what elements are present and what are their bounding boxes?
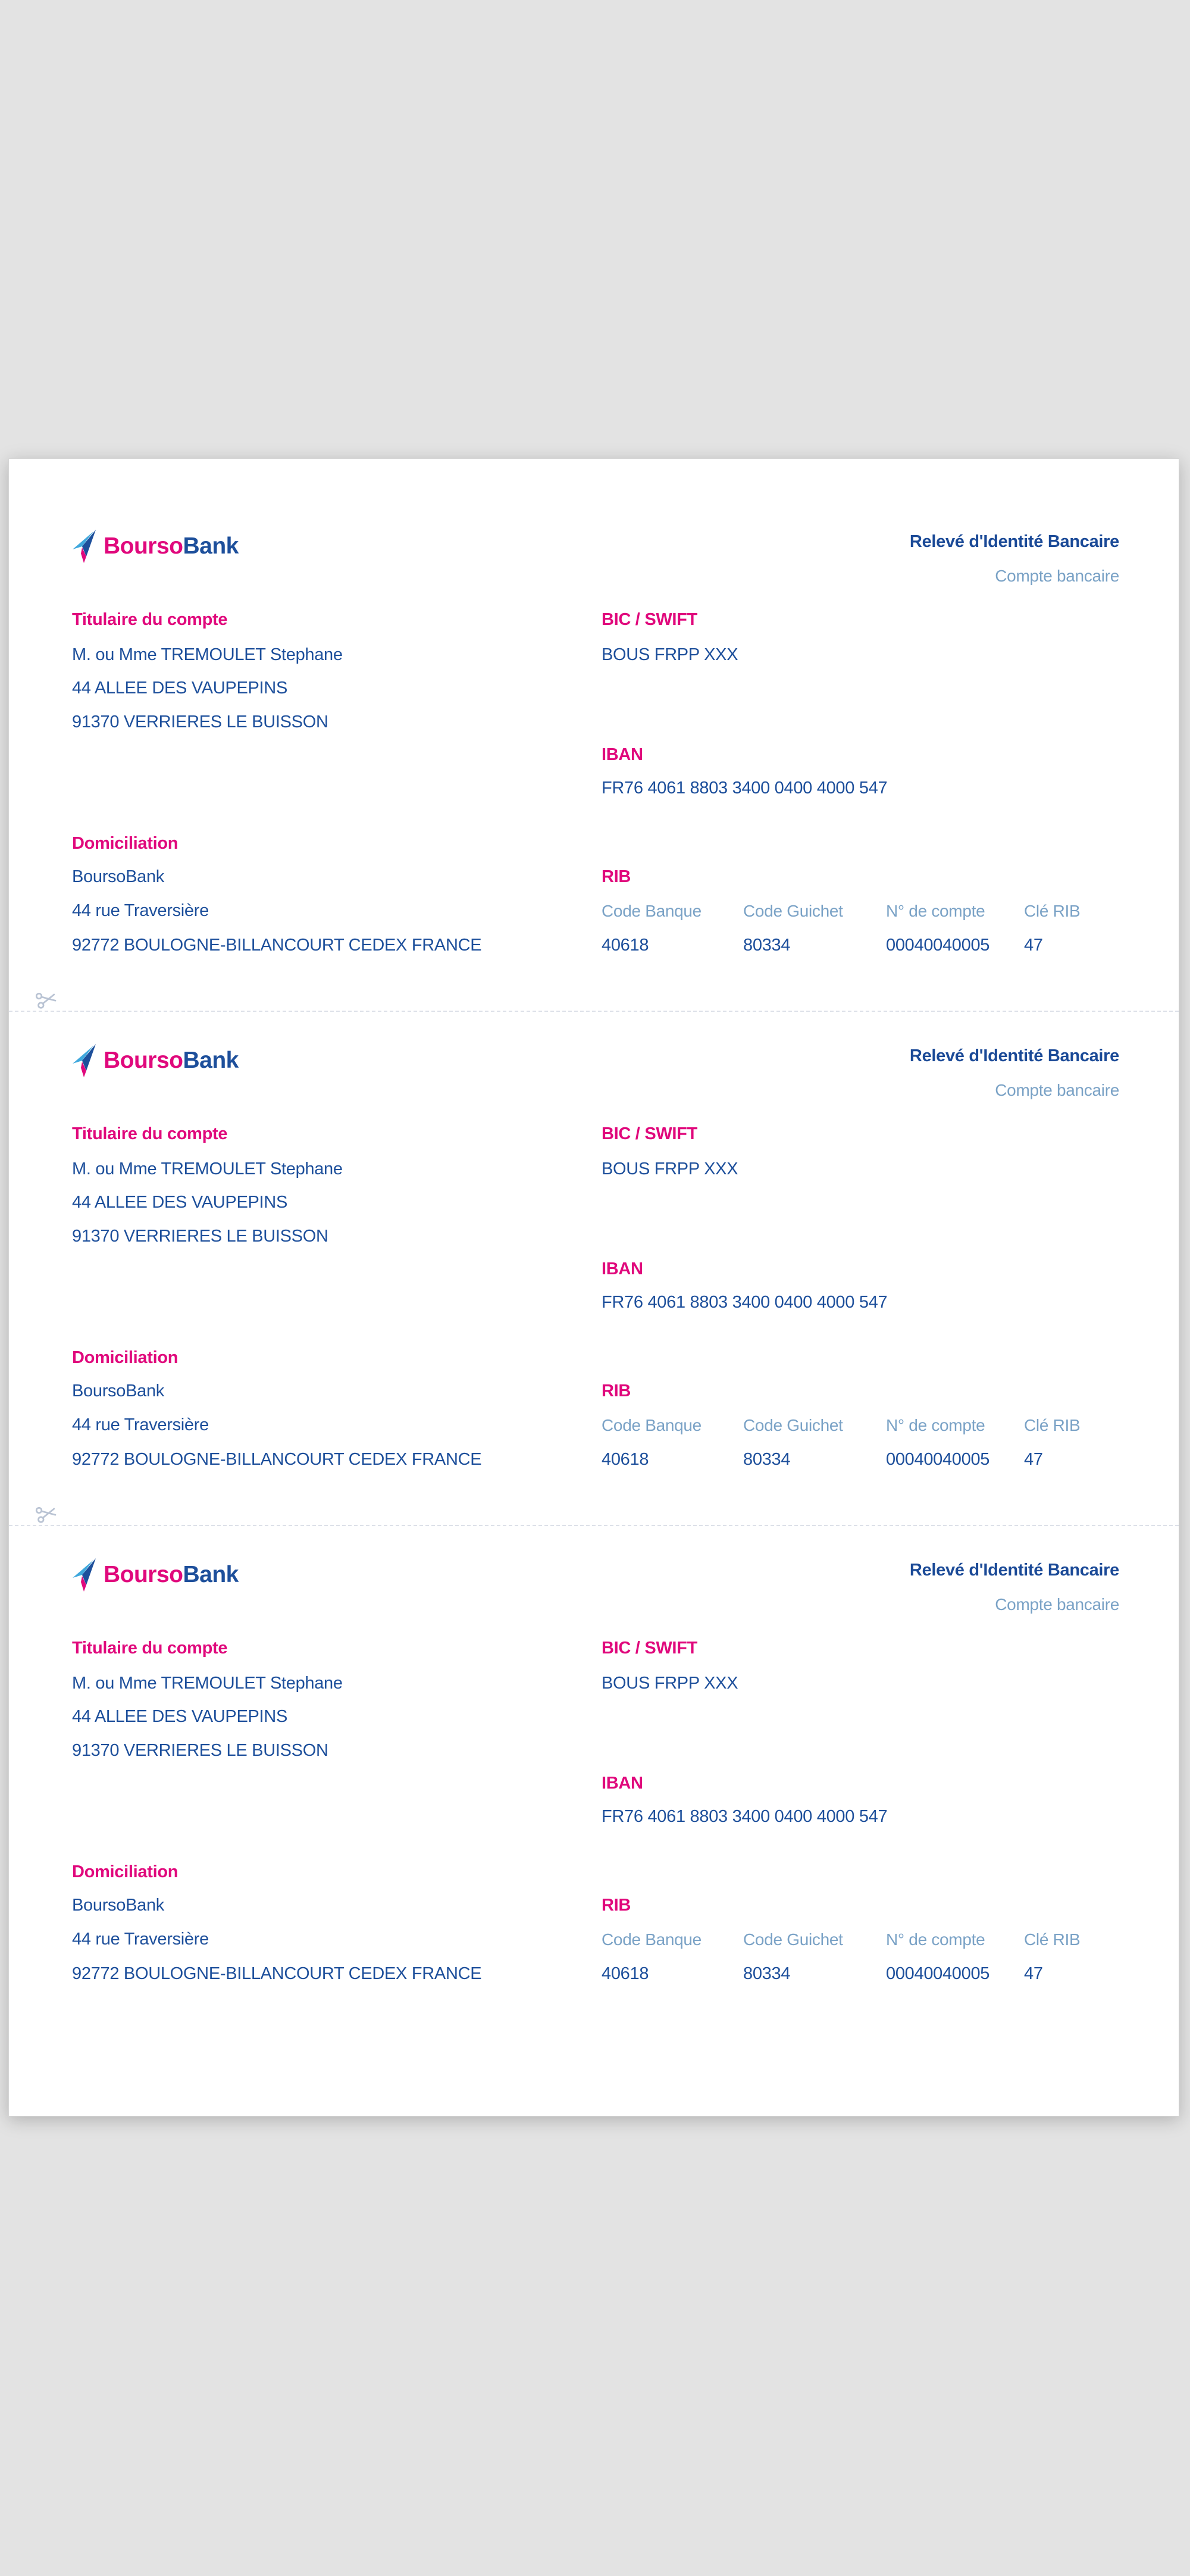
rib-col-code-banque: Code Banque (602, 902, 702, 920)
rib-value-cle-rib: 47 (1024, 1964, 1043, 1983)
logo-bank: Bank (183, 533, 239, 559)
rib-col-numero-compte: N° de compte (886, 1930, 985, 1949)
logo-bourso: Bourso (104, 533, 183, 559)
rib-table-headers (602, 1417, 1119, 1434)
rib-col-cle-rib: Clé RIB (1024, 1930, 1081, 1949)
boursobank-arrow-icon (72, 1558, 99, 1592)
document-subtitle: Compte bancaire (995, 1081, 1119, 1099)
domiciliation-city: 92772 BOULOGNE-BILLANCOURT CEDEX FRANCE (72, 936, 482, 955)
domiciliation-bank: BoursoBank (72, 1381, 164, 1400)
iban-value: FR76 4061 8803 3400 0400 4000 547 (602, 1807, 888, 1826)
rib-col-code-guichet: Code Guichet (743, 902, 843, 920)
bic-label: BIC / SWIFT (602, 610, 698, 629)
iban-label: IBAN (602, 1774, 643, 1793)
iban-value: FR76 4061 8803 3400 0400 4000 547 (602, 1293, 888, 1312)
rib-value-code-banque: 40618 (602, 936, 649, 955)
domiciliation-city: 92772 BOULOGNE-BILLANCOURT CEDEX FRANCE (72, 1450, 482, 1469)
rib-value-numero-compte: 00040040005 (886, 936, 990, 955)
cut-line (9, 1011, 1179, 1012)
rib-value-code-guichet: 80334 (743, 1964, 791, 1983)
iban-label: IBAN (602, 1259, 643, 1278)
rib-label: RIB (602, 867, 631, 886)
bic-label: BIC / SWIFT (602, 1639, 698, 1658)
domiciliation-bank: BoursoBank (72, 1896, 164, 1915)
rib-table-values (602, 1451, 1119, 1468)
holder-name: M. ou Mme TREMOULET Stephane (72, 645, 343, 664)
rib-col-code-guichet: Code Guichet (743, 1416, 843, 1434)
domiciliation-label: Domiciliation (72, 834, 178, 853)
holder-address-line2: 91370 VERRIERES LE BUISSON (72, 1227, 328, 1246)
boursobank-arrow-icon (72, 530, 99, 563)
rib-col-cle-rib: Clé RIB (1024, 1416, 1081, 1434)
scissors-icon (33, 1500, 60, 1527)
rib-col-code-guichet: Code Guichet (743, 1930, 843, 1949)
domiciliation-street: 44 rue Traversière (72, 901, 209, 920)
holder-address-line1: 44 ALLEE DES VAUPEPINS (72, 1193, 287, 1212)
holder-address-line2: 91370 VERRIERES LE BUISSON (72, 1741, 328, 1760)
domiciliation-label: Domiciliation (72, 1348, 178, 1367)
rib-value-numero-compte: 00040040005 (886, 1450, 990, 1469)
domiciliation-label: Domiciliation (72, 1862, 178, 1881)
holder-address-line2: 91370 VERRIERES LE BUISSON (72, 712, 328, 731)
scissors-icon (33, 986, 60, 1012)
logo-wordmark (104, 1562, 239, 1588)
holder-label: Titulaire du compte (72, 1124, 228, 1143)
boursobank-arrow-icon (72, 1044, 99, 1077)
boursobank-logo (72, 530, 239, 563)
logo-bank: Bank (183, 1048, 239, 1073)
logo-wordmark (104, 533, 239, 559)
domiciliation-bank: BoursoBank (72, 867, 164, 886)
bic-value: BOUS FRPP XXX (602, 1159, 738, 1178)
rib-col-numero-compte: N° de compte (886, 902, 985, 920)
rib-value-code-banque: 40618 (602, 1964, 649, 1983)
domiciliation-street: 44 rue Traversière (72, 1415, 209, 1434)
boursobank-logo (72, 1044, 239, 1077)
rib-table-values (602, 937, 1119, 954)
iban-label: IBAN (602, 745, 643, 764)
rib-col-cle-rib: Clé RIB (1024, 902, 1081, 920)
bic-value: BOUS FRPP XXX (602, 1674, 738, 1693)
holder-name: M. ou Mme TREMOULET Stephane (72, 1159, 343, 1178)
rib-value-cle-rib: 47 (1024, 936, 1043, 955)
rib-col-code-banque: Code Banque (602, 1930, 702, 1949)
holder-name: M. ou Mme TREMOULET Stephane (72, 1674, 343, 1693)
boursobank-logo (72, 1558, 239, 1592)
document-title: Relevé d'Identité Bancaire (909, 1561, 1119, 1580)
domiciliation-street: 44 rue Traversière (72, 1930, 209, 1949)
holder-address-line1: 44 ALLEE DES VAUPEPINS (72, 1707, 287, 1726)
rib-label: RIB (602, 1381, 631, 1400)
bic-label: BIC / SWIFT (602, 1124, 698, 1143)
document-title: Relevé d'Identité Bancaire (909, 532, 1119, 551)
rib-value-cle-rib: 47 (1024, 1450, 1043, 1469)
rib-value-code-guichet: 80334 (743, 936, 791, 955)
holder-label: Titulaire du compte (72, 610, 228, 629)
rib-copy-3 (9, 1558, 1179, 1999)
rib-copy-1 (9, 530, 1179, 1044)
rib-col-numero-compte: N° de compte (886, 1416, 985, 1434)
holder-label: Titulaire du compte (72, 1639, 228, 1658)
rib-label: RIB (602, 1896, 631, 1915)
document-title: Relevé d'Identité Bancaire (909, 1046, 1119, 1065)
rib-value-code-guichet: 80334 (743, 1450, 791, 1469)
rib-table-headers (602, 903, 1119, 920)
domiciliation-city: 92772 BOULOGNE-BILLANCOURT CEDEX FRANCE (72, 1964, 482, 1983)
bic-value: BOUS FRPP XXX (602, 645, 738, 664)
rib-value-numero-compte: 00040040005 (886, 1964, 990, 1983)
logo-bourso: Bourso (104, 1562, 183, 1587)
document-subtitle: Compte bancaire (995, 1595, 1119, 1614)
document-page (8, 458, 1179, 2117)
rib-value-code-banque: 40618 (602, 1450, 649, 1469)
logo-bourso: Bourso (104, 1048, 183, 1073)
rib-col-code-banque: Code Banque (602, 1416, 702, 1434)
logo-bank: Bank (183, 1562, 239, 1587)
holder-address-line1: 44 ALLEE DES VAUPEPINS (72, 679, 287, 698)
iban-value: FR76 4061 8803 3400 0400 4000 547 (602, 779, 888, 798)
rib-copy-2 (9, 1044, 1179, 1558)
document-subtitle: Compte bancaire (995, 567, 1119, 585)
rib-table-values (602, 1965, 1119, 1983)
logo-wordmark (104, 1048, 239, 1074)
cut-line (9, 1525, 1179, 1526)
rib-table-headers (602, 1931, 1119, 1948)
